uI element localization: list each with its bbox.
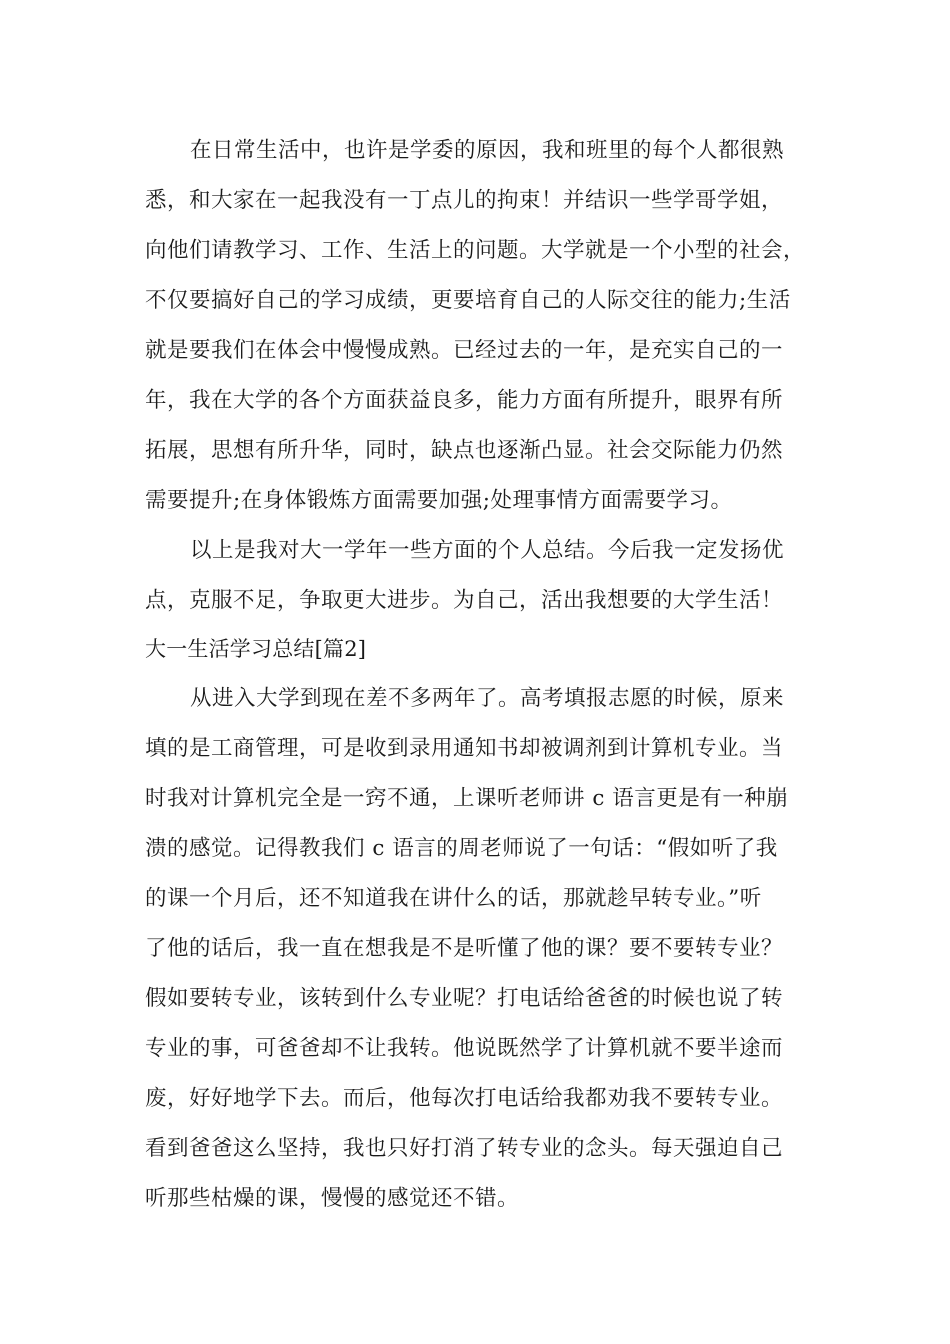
paragraph3-line3: 时我对计算机完全是一窍不通，上课听老师讲 c 语言更是有一种崩 [145,786,789,811]
paragraph3-line9: 废，好好地学下去。而后，他每次打电话给我都劝我不要转专业。 [145,1086,784,1111]
paragraph1-line8: 需要提升;在身体锻炼方面需要加强;处理事情方面需要学习。 [145,488,733,513]
paragraph3-line11: 听那些枯燥的课，慢慢的感觉还不错。 [145,1186,520,1211]
paragraph3-line10: 看到爸爸这么坚持，我也只好打消了转专业的念头。每天强迫自己 [145,1136,784,1161]
paragraph1-line5: 就是要我们在体会中慢慢成熟。已经过去的一年，是充实自己的一 [145,338,784,363]
paragraph3-line8: 专业的事，可爸爸却不让我转。他说既然学了计算机就不要半途而 [145,1036,784,1061]
paragraph2-line1: 以上是我对大一学年一些方面的个人总结。今后我一定发扬优 [190,538,785,563]
paragraph3-line2: 填的是工商管理，可是收到录用通知书却被调剂到计算机专业。当 [145,736,784,761]
paragraph1-line1: 在日常生活中，也许是学委的原因，我和班里的每个人都很熟 [190,138,785,163]
paragraph3-line5: 的课一个月后，还不知道我在讲什么的话，那就趁早转专业。”听 [145,886,762,911]
paragraph3-line1: 从进入大学到现在差不多两年了。高考填报志愿的时候，原来 [190,686,785,711]
paragraph3-line7: 假如要转专业，该转到什么专业呢？打电话给爸爸的时候也说了转 [145,986,784,1011]
paragraph1-line4: 不仅要搞好自己的学习成绩，更要培育自己的人际交往的能力;生活 [145,288,791,313]
paragraph1-line6: 年，我在大学的各个方面获益良多，能力方面有所提升，眼界有所 [145,388,784,413]
paragraph1-line7: 拓展，思想有所升华，同时，缺点也逐渐凸显。社会交际能力仍然 [145,438,784,463]
paragraph1-line2: 悉，和大家在一起我没有一丁点儿的拘束！并结识一些学哥学姐， [145,188,784,213]
paragraph3-line6: 了他的话后，我一直在想我是不是听懂了他的课？要不要转专业？ [145,936,784,961]
section-heading: 大一生活学习总结[篇2] [145,637,367,661]
paragraph2-line2: 点，克服不足，争取更大进步。为自己，活出我想要的大学生活！ [145,588,784,613]
paragraph3-line4: 溃的感觉。记得教我们 c 语言的周老师说了一句话：“假如听了我 [145,836,778,861]
paragraph1-line3: 向他们请教学习、工作、生活上的问题。大学就是一个小型的社会， [145,238,806,263]
